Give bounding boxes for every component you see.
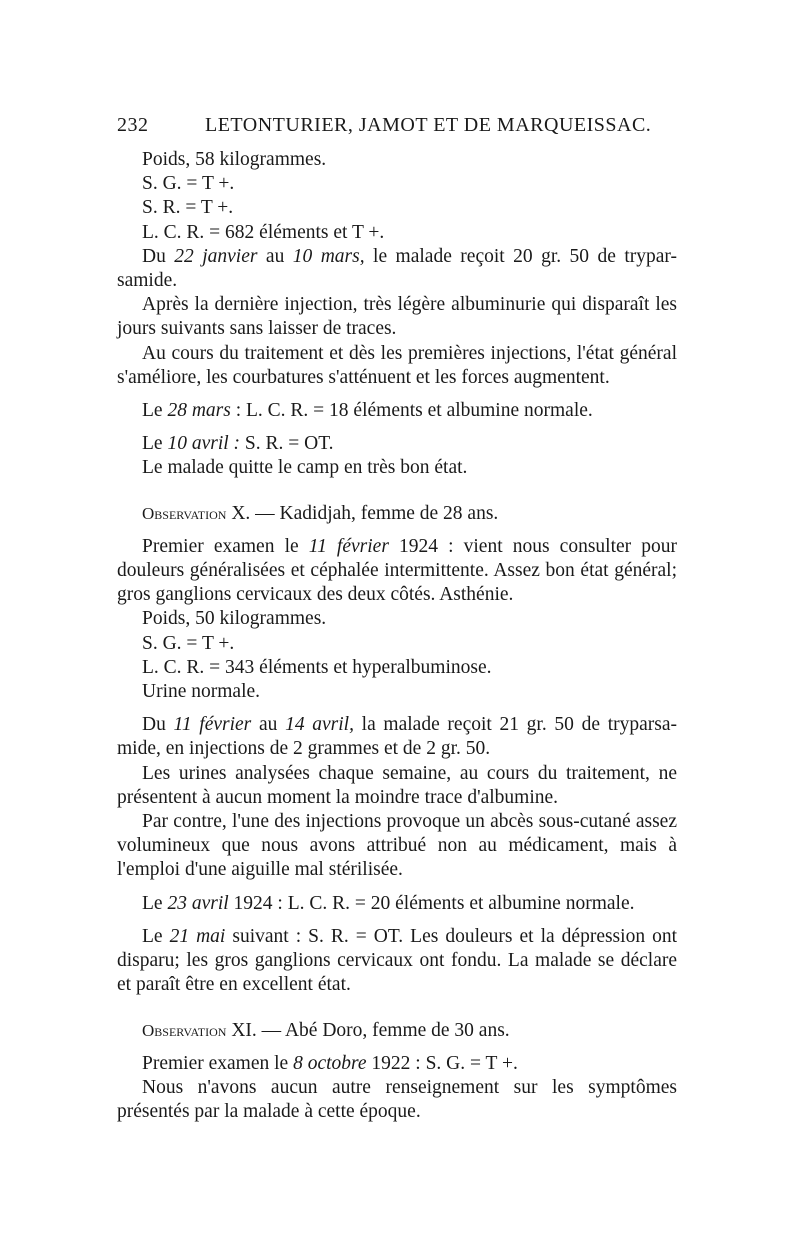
paragraph: Nous n'avons aucun autre renseignement sur les symptômes présentés par la malade à cette époque. (117, 1076, 677, 1123)
paragraph: Le 21 mai suivant : S. R. = OT. Les douleurs et la dépression ont disparu; les gros ganglions cervicaux ont fondu. La malade se déclare et paraît être en excellent état. (117, 925, 677, 996)
date-italic: 10 avril : (167, 433, 241, 455)
date-italic: 22 janvier (174, 245, 258, 267)
paragraph: S. G. = T +. (142, 173, 235, 195)
paragraph: Le 28 mars : L. C. R. = 18 éléments et albumine normale. (142, 400, 593, 422)
paragraph: L. C. R. = 682 éléments et T +. (142, 221, 385, 243)
paragraph: Le 10 avril : S. R. = OT. (142, 433, 334, 455)
page-body (117, 148, 677, 1124)
running-title: LETONTURIER, JAMOT ET DE MARQUEISSAC. (205, 114, 652, 136)
paragraph: S. G. = T +. (142, 632, 235, 654)
date-italic: 28 mars (167, 400, 231, 422)
paragraph: Urine normale. (142, 681, 261, 703)
paragraph: Les urines analysées chaque semaine, au cours du traitement, ne présentent à aucun moment la moindre trace d'albumine. (117, 762, 677, 808)
date-italic: 11 février (173, 714, 252, 736)
paragraph: Du 11 février au 14 avril, la malade reçoit 21 gr. 50 de tryparsa-mide, en injections de 2 grammes et de 2 gr. 50. (117, 714, 678, 760)
paragraph: Premier examen le 8 octobre 1922 : S. G. = T +. (142, 1052, 518, 1074)
date-italic: 8 octobre (293, 1052, 367, 1074)
paragraph: Le 23 avril 1924 : L. C. R. = 20 éléments et albumine normale. (142, 892, 635, 914)
date-italic: 10 mars, (292, 245, 365, 267)
paragraph: Du 22 janvier au 10 mars, le malade reçoit 20 gr. 50 de trypar-samide. (117, 245, 678, 292)
paragraph: Après la dernière injection, très légère albuminurie qui disparaît les jours suivants sans laisser de traces. (117, 294, 677, 340)
paragraph: S. R. = T +. (142, 197, 234, 219)
paragraph: Par contre, l'une des injections provoque un abcès sous-cutané assez volumineux que nous avons attribué non au médicament, mais à l'emploi d'une aiguille mal stérilisée. (117, 811, 677, 881)
date-italic: 23 avril (167, 892, 229, 914)
paragraph: Au cours du traitement et dès les premières injections, l'état général s'améliore, les courbatures s'atténuent et les forces augmentent. (117, 342, 677, 388)
observation-heading: Observation XI. — Abé Doro, femme de 30 ans. (142, 1019, 510, 1041)
paragraph: L. C. R. = 343 éléments et hyperalbuminose. (142, 656, 492, 678)
paragraph: Poids, 58 kilogrammes. (142, 149, 327, 170)
date-italic: 21 mai (169, 925, 226, 947)
paragraph: Le malade quitte le camp en très bon état. (142, 457, 468, 479)
paragraph: Poids, 50 kilogrammes. (142, 608, 327, 630)
date-italic: 11 février (308, 535, 389, 557)
date-italic: 14 avril, (285, 714, 354, 736)
page-number: 232 (117, 114, 149, 136)
paragraph: Premier examen le 11 février 1924 : vient nous consulter pour douleurs généralisées et céphalée intermittente. Assez bon état général; gros ganglions cervicaux des deux côtés. Asthénie. (117, 535, 678, 606)
observation-heading: Observation X. — Kadidjah, femme de 28 ans. (142, 502, 499, 524)
